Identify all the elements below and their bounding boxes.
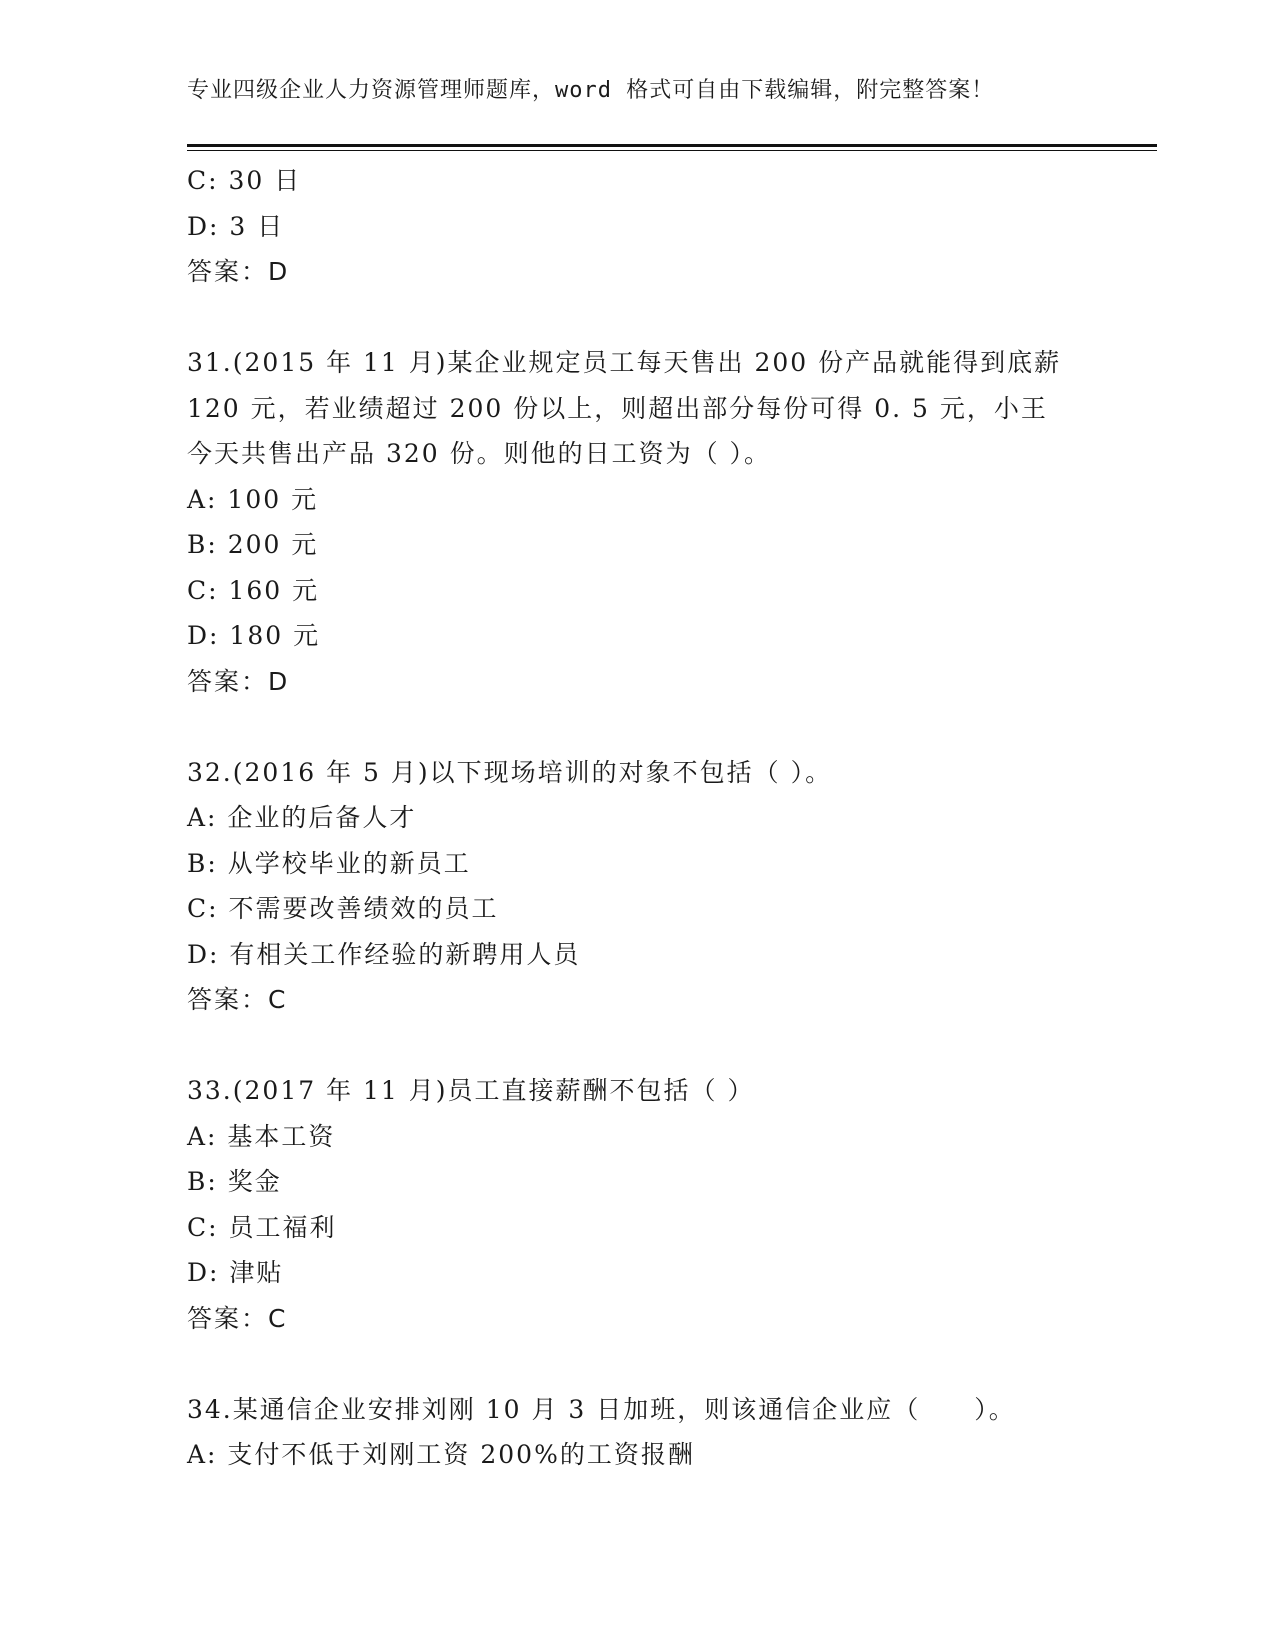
q33-option-d: D: 津贴 xyxy=(187,1258,284,1287)
q33-answer: 答案：C xyxy=(187,1303,288,1333)
question-33-line-1: 33.(2017 年 11 月)员工直接薪酬不包括（ ） xyxy=(187,1076,755,1105)
question-31-line-2: 120 元，若业绩超过 200 份以上，则超出部分每份可得 0. 5 元，小王 xyxy=(187,393,1048,423)
header-rule-thick xyxy=(187,144,1157,147)
q31-option-c: C: 160 元 xyxy=(187,575,320,605)
q32-option-a: A: 企业的后备人才 xyxy=(187,803,417,832)
header-rule-thin xyxy=(187,150,1157,151)
question-31-line-3: 今天共售出产品 320 份。则他的日工资为（ ）。 xyxy=(187,439,772,468)
page-header: 专业四级企业人力资源管理师题库，word 格式可自由下载编辑，附完整答案！ xyxy=(187,78,995,103)
q32-option-d: D: 有相关工作经验的新聘用人员 xyxy=(187,939,581,969)
question-32-line-1: 32.(2016 年 5 月)以下现场培训的对象不包括（ ）。 xyxy=(187,757,833,787)
q31-option-d: D: 180 元 xyxy=(187,621,321,650)
q33-option-b: B: 奖金 xyxy=(187,1167,282,1196)
q32-option-c: C: 不需要改善绩效的员工 xyxy=(187,894,499,923)
q32-option-b: B: 从学校毕业的新员工 xyxy=(187,848,471,878)
option-c: C: 30 日 xyxy=(187,166,302,195)
option-d: D: 3 日 xyxy=(187,211,285,241)
answer-line: 答案：D xyxy=(187,257,290,286)
q33-option-a: A: 基本工资 xyxy=(187,1121,336,1151)
question-34-line-1: 34.某通信企业安排刘刚 10 月 3 日加班，则该通信企业应（ ）。 xyxy=(187,1394,1016,1424)
q33-option-c: C: 员工福利 xyxy=(187,1212,337,1242)
q32-answer: 答案：C xyxy=(187,985,288,1014)
q31-option-a: A: 100 元 xyxy=(187,484,319,514)
q31-option-b: B: 200 元 xyxy=(187,530,319,559)
question-31-line-1: 31.(2015 年 11 月)某企业规定员工每天售出 200 份产品就能得到底薪 xyxy=(187,348,1062,377)
question-content xyxy=(187,158,1087,1478)
q31-answer: 答案：D xyxy=(187,666,290,696)
q34-option-a: A: 支付不低于刘刚工资 200%的工资报酬 xyxy=(187,1440,695,1469)
